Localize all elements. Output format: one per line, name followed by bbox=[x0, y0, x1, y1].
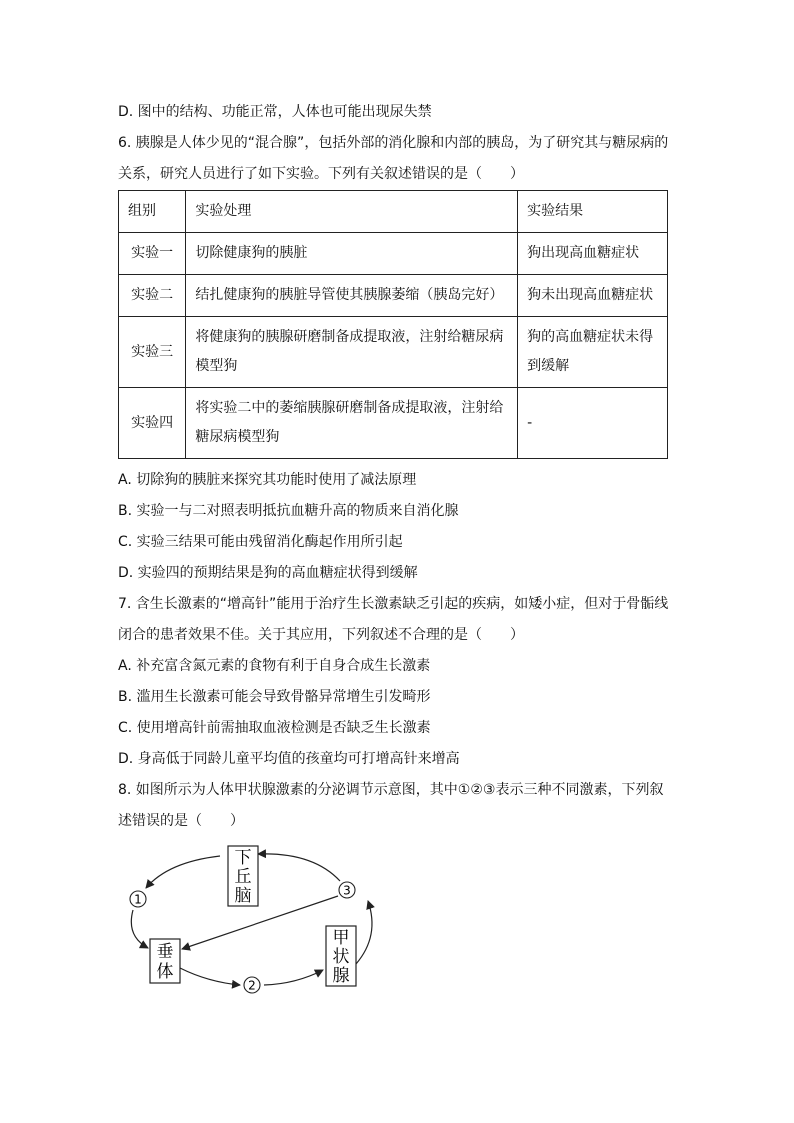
result-text: 到缓解 bbox=[527, 358, 570, 374]
treatment-text: 结扎健康狗的胰脏导管使其胰腺萎缩（胰岛完好） bbox=[195, 287, 504, 303]
result-text: - bbox=[527, 414, 533, 431]
header-result: 实验结果 bbox=[518, 191, 668, 233]
thyroid-char: 状 bbox=[332, 947, 350, 967]
treatment-text: 将健康狗的胰腺研磨制备成提取液，注射给糖尿病 bbox=[195, 329, 504, 345]
arrow-hypothalamus-to-1 bbox=[146, 856, 220, 888]
arrow-3-to-pituitary bbox=[182, 896, 338, 949]
arrow-thyroid-to-3 bbox=[356, 901, 372, 964]
treatment-text: 模型狗 bbox=[195, 358, 238, 374]
q6-option-b: B. 实验一与二对照表明抵抗血糖升高的物质来自消化腺 bbox=[118, 503, 459, 519]
table-row bbox=[119, 317, 668, 388]
table-row bbox=[119, 275, 668, 317]
table-header-row bbox=[119, 191, 668, 233]
hormone-3-label: 3 bbox=[343, 883, 351, 898]
q8-stem-line1: 8. 如图所示为人体甲状腺激素的分泌调节示意图，其中①②③表示三种不同激素，下列叙 bbox=[118, 782, 664, 798]
arrow-1-to-pituitary bbox=[131, 910, 148, 948]
arrow-pituitary-to-2 bbox=[180, 968, 240, 985]
q5-option-d: D. 图中的结构、功能正常，人体也可能出现尿失禁 bbox=[118, 104, 432, 120]
hormone-2-label: 2 bbox=[248, 978, 256, 993]
hypothalamus-char: 脑 bbox=[234, 886, 252, 906]
treatment-text: 糖尿病模型狗 bbox=[195, 429, 280, 445]
arrow-3-to-hypothalamus bbox=[258, 854, 340, 881]
row-result bbox=[518, 388, 668, 459]
table-row bbox=[119, 388, 668, 459]
arrow-2-to-thyroid bbox=[264, 970, 323, 985]
q8-stem-line2: 述错误的是（ ） bbox=[118, 813, 244, 829]
result-text: 狗的高血糖症状未得 bbox=[527, 329, 654, 345]
thyroid-regulation-diagram bbox=[118, 836, 388, 1001]
q7-option-c: C. 使用增高针前需抽取血液检测是否缺乏生长激素 bbox=[118, 720, 431, 736]
hypothalamus-char: 下 bbox=[234, 848, 252, 868]
thyroid-char: 甲 bbox=[332, 928, 350, 948]
result-text: 狗未出现高血糖症状 bbox=[527, 287, 654, 303]
q7-option-d: D. 身高低于同龄儿童平均值的孩童均可打增高针来增高 bbox=[118, 751, 460, 767]
row-treatment bbox=[186, 233, 518, 275]
row-result bbox=[518, 233, 668, 275]
pituitary-char: 垂 bbox=[156, 942, 174, 962]
row-treatment bbox=[186, 317, 518, 388]
row-result bbox=[518, 317, 668, 388]
row-group: 实验一 bbox=[119, 233, 186, 275]
header-group: 组别 bbox=[119, 191, 186, 233]
row-group: 实验三 bbox=[119, 317, 186, 388]
treatment-text: 切除健康狗的胰脏 bbox=[195, 245, 308, 261]
row-result bbox=[518, 275, 668, 317]
treatment-text: 将实验二中的萎缩胰腺研磨制备成提取液，注射给 bbox=[195, 400, 504, 416]
q6-option-a: A. 切除狗的胰脏来探究其功能时使用了减法原理 bbox=[118, 472, 417, 488]
table-row bbox=[119, 233, 668, 275]
q6-option-c: C. 实验三结果可能由残留消化酶起作用所引起 bbox=[118, 534, 403, 550]
row-group: 实验四 bbox=[119, 388, 186, 459]
q7-stem-line1: 7. 含生长激素的“增高针”能用于治疗生长激素缺乏引起的疾病，如矮小症，但对于骨骺线 bbox=[118, 596, 669, 612]
header-treatment: 实验处理 bbox=[186, 191, 518, 233]
q6-stem-line1: 6. 胰腺是人体少见的“混合腺”，包括外部的消化腺和内部的胰岛，为了研究其与糖尿病的 bbox=[118, 135, 669, 151]
q6-stem-line2: 关系，研究人员进行了如下实验。下列有关叙述错误的是（ ） bbox=[118, 166, 524, 182]
experiment-table bbox=[118, 190, 668, 459]
row-group: 实验二 bbox=[119, 275, 186, 317]
q7-option-a: A. 补充富含氮元素的食物有利于自身合成生长激素 bbox=[118, 658, 431, 674]
result-text: 狗出现高血糖症状 bbox=[527, 245, 640, 261]
hypothalamus-char: 丘 bbox=[234, 867, 252, 887]
row-treatment bbox=[186, 275, 518, 317]
thyroid-char: 腺 bbox=[332, 966, 350, 986]
pituitary-char: 体 bbox=[156, 962, 174, 982]
q6-option-d: D. 实验四的预期结果是狗的高血糖症状得到缓解 bbox=[118, 565, 418, 581]
q7-stem-line2: 闭合的患者效果不佳。关于其应用，下列叙述不合理的是（ ） bbox=[118, 627, 524, 643]
q7-option-b: B. 滥用生长激素可能会导致骨骼异常增生引发畸形 bbox=[118, 689, 431, 705]
row-treatment bbox=[186, 388, 518, 459]
hormone-1-label: 1 bbox=[134, 892, 142, 907]
